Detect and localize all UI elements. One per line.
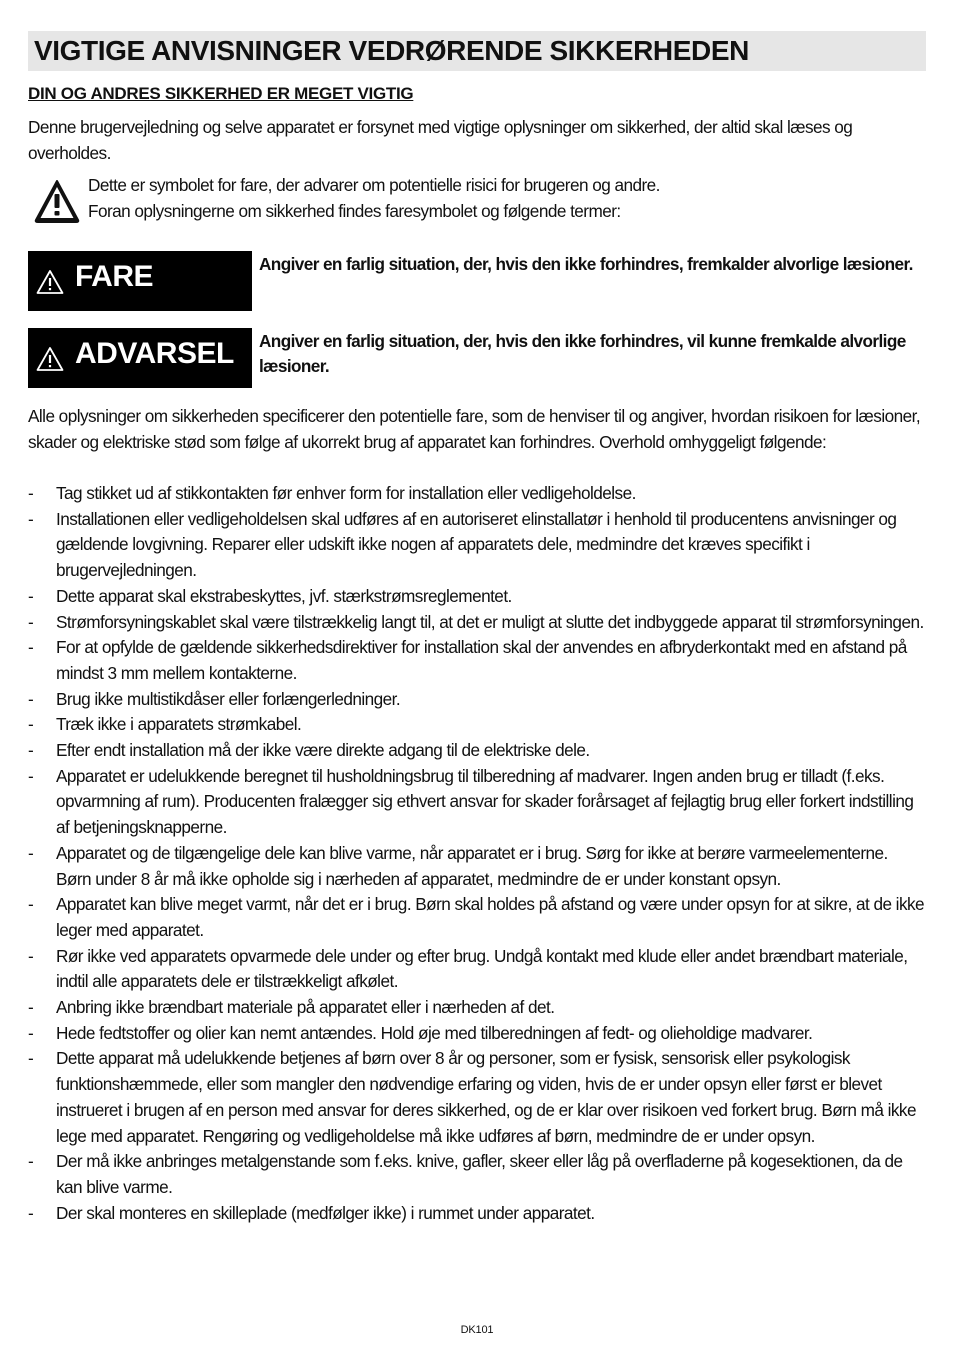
list-item-text: Brug ikke multistikdåser eller forlængerledninger.	[56, 688, 401, 709]
list-item-text: Apparatet er udelukkende beregnet til husholdningsbrug til tilberedning af madvarer. Ingen anden brug er tilladt (f.eks. opvarmning af rum). Producenten fralægger sig ethvert ansvar for skader forårsaget af fejlagtig brug eller forkert indstilling af betjeningsknapperne.	[56, 765, 914, 838]
list-item	[28, 944, 926, 995]
list-item-text: Apparatet og de tilgængelige dele kan blive varme, når apparatet er i brug. Sørg for ikke at berøre varmeelementerne. Børn under 8 år må ikke opholde sig i nærheden af apparatet, medmindre de er under konstant opsyn.	[56, 842, 888, 889]
bullet-dash: -	[28, 1048, 34, 1069]
bullet-dash: -	[28, 945, 34, 966]
bullet-dash: -	[28, 714, 34, 735]
list-item	[28, 1021, 926, 1047]
list-item	[28, 507, 926, 584]
bullet-dash: -	[28, 842, 34, 863]
bullet-dash: -	[28, 637, 34, 658]
symbol-line: Dette er symbolet for fare, der advarer om potentielle risici for brugeren og andre.	[88, 175, 660, 195]
list-item	[28, 584, 926, 610]
bullet-dash: -	[28, 611, 34, 632]
bullet-dash: -	[28, 765, 34, 786]
list-item-text: Dette apparat må udelukkende betjenes af børn over 8 år og personer, som er fysisk, sensorisk eller psykologisk funktionshæmmede, eller som mangler den nødvendige erfaring og viden, hvis de er under opsyn eller først er blevet instrueret i brugen af en person med ansvar for deres sikkerhed, og de er klar over risikoen ved forkert brug. Børn må ikke lege med apparatet. Rengøring og vedligeholdelse må ikke udføres af børn, medmindre de er under opsyn.	[56, 1048, 916, 1146]
bullet-dash: -	[28, 585, 34, 606]
list-item	[28, 635, 926, 686]
list-item-text: Der skal monteres en skilleplade (medfølger ikke) i rummet under apparatet.	[56, 1202, 595, 1223]
list-item	[28, 995, 926, 1021]
warning-triangle-icon	[36, 346, 64, 372]
term-fare-box	[28, 251, 252, 311]
symbol-line: Foran oplysningerne om sikkerhed findes faresymbolet og følgende termer:	[88, 200, 621, 221]
bullet-dash: -	[28, 688, 34, 709]
term-label: FARE	[75, 260, 154, 293]
bullet-dash: -	[28, 894, 34, 915]
safety-instructions-list	[28, 481, 926, 1226]
list-item	[28, 610, 926, 636]
section-subheading: DIN OG ANDRES SIKKERHED ER MEGET VIGTIG	[28, 84, 414, 103]
term-advarsel-description: Angiver en farlig situation, der, hvis den ikke forhindres, vil kunne fremkalde alvorlige læsioner.	[259, 331, 906, 376]
list-item-text: Rør ikke ved apparatets opvarmede dele under og efter brug. Undgå kontakt med klude eller andet brændbart materiale, indtil alle apparatets dele er tilstrækkeligt afkølet.	[56, 945, 908, 992]
list-item	[28, 892, 926, 943]
bullet-dash: -	[28, 1151, 34, 1172]
list-item-text: Hede fedtstoffer og olier kan nemt antændes. Hold øje med tilberedningen af fedt- og olieholdige madvarer.	[56, 1022, 813, 1043]
list-item-text: For at opfylde de gældende sikkerhedsdirektiver for installation skal der anvendes en afbryderkontakt med en afstand på mindst 3 mm mellem kontakterne.	[56, 637, 907, 683]
list-item	[28, 738, 926, 764]
list-item	[28, 1046, 926, 1149]
list-item	[28, 841, 926, 892]
list-item	[28, 712, 926, 738]
bullet-dash: -	[28, 1022, 34, 1043]
bullet-dash: -	[28, 508, 34, 529]
list-item	[28, 1201, 926, 1227]
term-label: ADVARSEL	[75, 337, 234, 370]
bullet-dash: -	[28, 1202, 34, 1223]
list-item-text: Træk ikke i apparatets strømkabel.	[56, 714, 302, 735]
warning-triangle-icon	[34, 179, 80, 223]
list-item-text: Anbring ikke brændbart materiale på apparatet eller i nærheden af det.	[56, 997, 555, 1018]
page-footer-code: DK101	[460, 1324, 494, 1336]
list-item	[28, 481, 926, 507]
list-item-text: Der må ikke anbringes metalgenstande som f.eks. knive, gafler, skeer eller låg på overfladerne på kogesektionen, da de kan blive varme.	[56, 1151, 903, 1197]
hazard-symbol-note	[28, 173, 926, 233]
bullet-dash: -	[28, 740, 34, 761]
list-item-text: Strømforsyningskablet skal være tilstrækkelig langt til, at det er muligt at slutte det indbyggede apparat til strømforsyningen.	[56, 611, 924, 632]
list-item	[28, 1149, 926, 1200]
bullet-dash: -	[28, 483, 34, 503]
safety-intro-paragraph: Alle oplysninger om sikkerheden specificerer den potentielle fare, som de henviser til og angiver, hvordan risikoen for læsioner, skader og elektriske stød som følge af ukorrekt brug af apparatet kan forhindres. Overhold omhyggeligt følgende:	[28, 406, 921, 452]
list-item-text: Tag stikket ud af stikkontakten før enhver form for installation eller vedligeholdelse.	[56, 483, 636, 503]
warning-triangle-icon	[36, 269, 64, 295]
list-item-text: Dette apparat skal ekstrabeskyttes, jvf. stærkstrømsreglementet.	[56, 585, 512, 606]
term-fare-description: Angiver en farlig situation, der, hvis den ikke forhindres, fremkalder alvorlige læsioner.	[259, 254, 913, 274]
list-item	[28, 687, 926, 713]
intro-paragraph: Denne brugervejledning og selve apparatet er forsynet med vigtige oplysninger om sikkerhed, der altid skal læses og overholdes.	[28, 117, 853, 163]
symbol-description	[88, 173, 926, 224]
list-item	[28, 764, 926, 841]
list-item-text: Apparatet kan blive meget varmt, når det er i brug. Børn skal holdes på afstand og være under opsyn for at sikre, at de ikke leger med apparatet.	[56, 894, 925, 940]
list-item-text: Efter endt installation må der ikke være direkte adgang til de elektriske dele.	[56, 740, 590, 761]
list-item-text: Installationen eller vedligeholdelsen skal udføres af en autoriseret elinstallatør i henhold til producentens anvisninger og gældende lovgivning. Reparer eller udskift ikke nogen af apparatets dele, medmindre det kræves specifikt i brugervejledningen.	[56, 508, 897, 581]
term-advarsel-box	[28, 328, 252, 388]
page-title: VIGTIGE ANVISNINGER VEDRØRENDE SIKKERHEDEN	[28, 31, 926, 71]
bullet-dash: -	[28, 997, 34, 1018]
